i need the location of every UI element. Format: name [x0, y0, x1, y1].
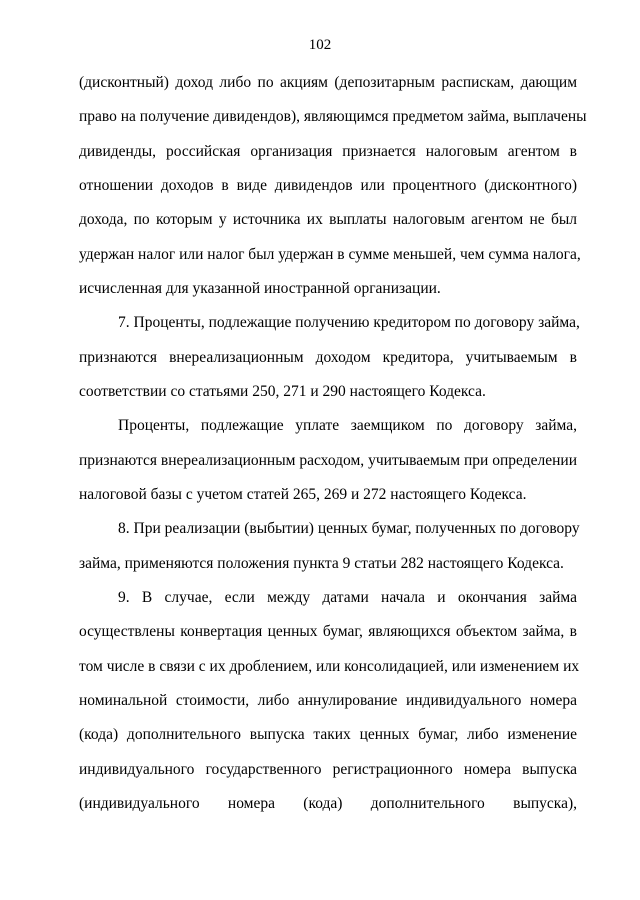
- paragraph-first-line: 9. В случае, если между датами начала и окончания займа: [118, 589, 577, 606]
- text-line: право на получение дивидендов), являющимся предметом займа, выплачены: [79, 108, 587, 125]
- text-line: налоговой базы с учетом статей 265, 269 и 272 настоящего Кодекса.: [79, 486, 527, 503]
- text-line: том числе в связи с их дроблением, или консолидацией, или изменением их: [79, 658, 580, 675]
- text-line: дивиденды, российская организация признается налоговым агентом в: [79, 143, 577, 160]
- text-line: индивидуального государственного регистрационного номера выпуска: [79, 761, 577, 778]
- text-line: признаются внереализационным расходом, учитываемым при определении: [79, 452, 577, 469]
- text-line: займа, применяются положения пункта 9 статьи 282 настоящего Кодекса.: [79, 555, 564, 572]
- text-line: дохода, по которым у источника их выплаты налоговым агентом не был: [79, 211, 577, 228]
- text-line: признаются внереализационным доходом кредитора, учитываемым в: [79, 349, 577, 366]
- paragraph-first-line: 8. При реализации (выбытии) ценных бумаг, полученных по договору: [118, 520, 580, 537]
- text-line: отношении доходов в виде дивидендов или процентного (дисконтного): [79, 177, 577, 194]
- text-line: номинальной стоимости, либо аннулирование индивидуального номера: [79, 692, 577, 709]
- text-line: соответствии со статьями 250, 271 и 290 настоящего Кодекса.: [79, 383, 486, 400]
- text-line: исчисленная для указанной иностранной организации.: [79, 280, 441, 297]
- text-line: (индивидуального номера (кода) дополнительного выпуска),: [79, 795, 577, 812]
- text-line: (дисконтный) доход либо по акциям (депозитарным распискам, дающим: [79, 74, 577, 91]
- paragraph-first-line: Проценты, подлежащие уплате заемщиком по договору займа,: [118, 417, 577, 434]
- text-line: осуществлены конвертация ценных бумаг, являющихся объектом займа, в: [79, 623, 577, 640]
- text-line: (кода) дополнительного выпуска таких ценных бумаг, либо изменение: [79, 726, 577, 743]
- page-number: 102: [308, 37, 332, 53]
- text-line: удержан налог или налог был удержан в сумме меньшей, чем сумма налога,: [79, 246, 581, 263]
- paragraph-first-line: 7. Проценты, подлежащие получению кредитором по договору займа,: [118, 314, 580, 331]
